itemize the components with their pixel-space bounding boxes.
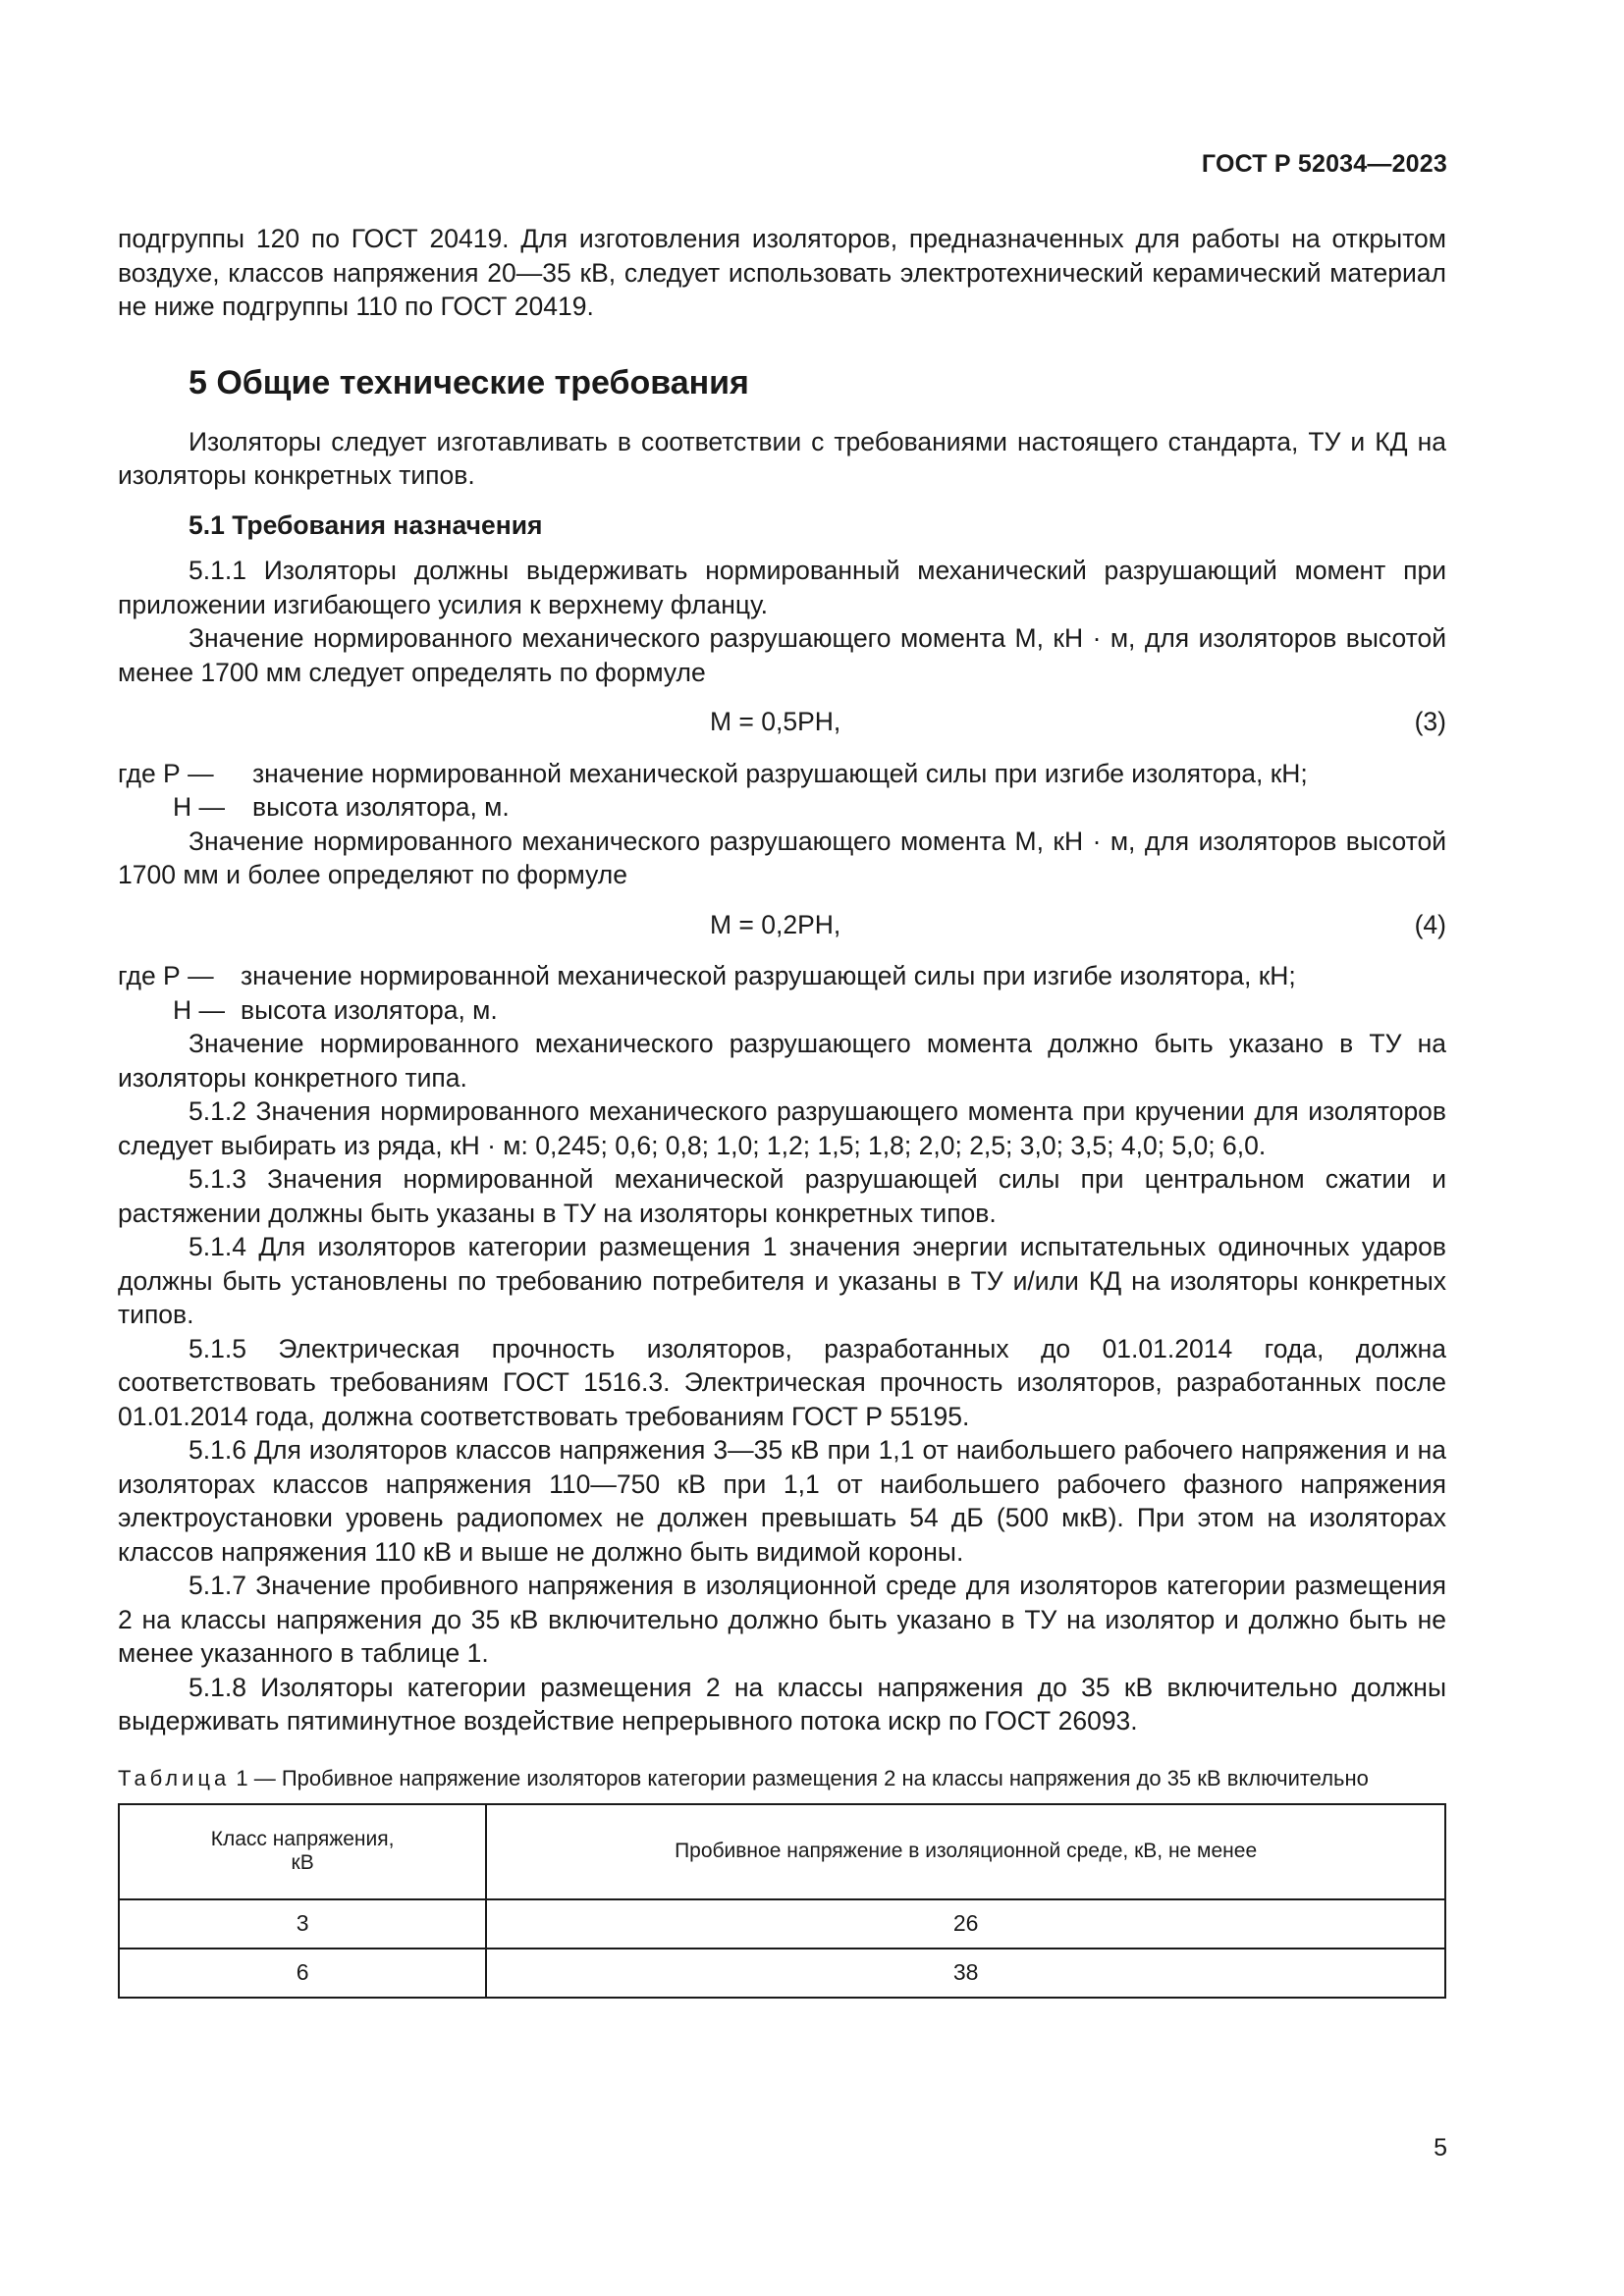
formula-4-number: (4) bbox=[1414, 909, 1446, 939]
paragraph-5-1-1-formula-intro: Значение нормированного механического разрушающего момента М, кН · м, для изоляторов высотой менее 1700 мм следует определять по формуле bbox=[118, 623, 1446, 687]
formula-4-legend-h bbox=[118, 993, 1446, 1028]
legend-symbol: Н — bbox=[173, 792, 225, 822]
formula-4-legend-p bbox=[118, 959, 1446, 993]
table-1-caption bbox=[118, 1766, 1446, 1791]
paragraph-5-1-7: 5.1.7 Значение пробивного напряжения в изоляционной среде для изоляторов категории размещения 2 на классы напряжения до 35 кВ включительно должно быть указано в ТУ на изолятор и должно быть не менее указанного в таблице 1. bbox=[118, 1571, 1446, 1668]
formula-4 bbox=[118, 908, 1446, 942]
paragraph-5-1-8: 5.1.8 Изоляторы категории размещения 2 на классы напряжения до 35 кВ включительно должны выдерживать пятиминутное воздействие непрерывного потока искр по ГОСТ 26093. bbox=[118, 1672, 1446, 1735]
paragraph-5-1-2: 5.1.2 Значения нормированного механического разрушающего момента при кручении для изоляторов следует выбирать из ряда, кН · м: 0,245; 0,6; 0,8; 1,0; 1,2; 1,5; 1,8; 2,0; 2,5; 3,0; 3,5; 4,0; 5,0; 6,0. bbox=[118, 1096, 1446, 1160]
section-heading-5: 5 Общие технические требования bbox=[189, 363, 749, 401]
table-1-caption-text: 1 — Пробивное напряжение изоляторов категории размещения 2 на классы напряжения до 35 кВ включительно bbox=[230, 1765, 1369, 1790]
legend-symbol: где Р — bbox=[118, 758, 214, 788]
table-cell-breakdown: 26 bbox=[486, 1899, 1445, 1949]
paragraph-5-1-3: 5.1.3 Значения нормированной механической разрушающей силы при центральном сжатии и растяжении должны быть указаны в ТУ на изоляторы конкретных типов. bbox=[118, 1164, 1446, 1228]
table-row bbox=[119, 1899, 1445, 1949]
formula-3-legend-h bbox=[118, 790, 1446, 825]
table-1 bbox=[118, 1803, 1446, 1999]
table-cell-breakdown: 38 bbox=[486, 1949, 1445, 1998]
paragraph-5-1-4: 5.1.4 Для изоляторов категории размещения 1 значения энергии испытательных одиночных ударов должны быть установлены по требованию потребителя и указаны в ТУ и/или КД на изоляторы конкретных типов. bbox=[118, 1232, 1446, 1329]
legend-symbol: где Р — bbox=[118, 961, 214, 990]
document-id-header: ГОСТ Р 52034—2023 bbox=[1201, 150, 1447, 178]
header-line: кВ bbox=[291, 1851, 314, 1874]
legend-symbol: Н — bbox=[173, 994, 225, 1025]
paragraph-continuation: подгруппы 120 по ГОСТ 20419. Для изготовления изоляторов, предназначенных для работы на открытом воздухе, классов напряжения 20—35 кВ, следует использовать электротехнический керамический материал не ниже подгруппы 110 по ГОСТ 20419. bbox=[118, 224, 1446, 321]
legend-text: высота изолятора, м. bbox=[252, 792, 510, 822]
table-1-caption-label: Таблица bbox=[118, 1765, 231, 1790]
formula-4-expression: М = 0,2РН, bbox=[710, 909, 841, 939]
table-cell-voltage-class: 6 bbox=[119, 1949, 486, 1998]
legend-text: значение нормированной механической разрушающей силы при изгибе изолятора, кН; bbox=[241, 961, 1296, 990]
paragraph-5-1-1-end: Значение нормированного механического разрушающего момента должно быть указано в ТУ на изоляторы конкретного типа. bbox=[118, 1029, 1446, 1093]
paragraph-5-1-6: 5.1.6 Для изоляторов классов напряжения 3—35 кВ при 1,1 от наибольшего рабочего напряжения и на изоляторах классов напряжения 110—750 кВ при 1,1 от наибольшего рабочего фазного напряжения электроустановки уровень радиопомех не должен превышать 54 дБ (500 мкВ). При этом на изоляторах классов напряжения 110 кВ и выше не должно быть видимой короны. bbox=[118, 1435, 1446, 1567]
formula-3-number: (3) bbox=[1414, 707, 1446, 736]
paragraph-section-5-intro: Изоляторы следует изготавливать в соответствии с требованиями настоящего стандарта, ТУ и КД на изоляторы конкретных типов. bbox=[118, 426, 1446, 490]
paragraph-5-1-1-formula-intro-2: Значение нормированного механического разрушающего момента М, кН · м, для изоляторов высотой 1700 мм и более определяют по формуле bbox=[118, 826, 1446, 889]
table-header-voltage-class bbox=[119, 1804, 486, 1899]
paragraph-5-1-5: 5.1.5 Электрическая прочность изоляторов, разработанных до 01.01.2014 года, должна соответствовать требованиям ГОСТ 1516.3. Электрическая прочность изоляторов, разработанных после 01.01.2014 года, должна соответствовать требованиям ГОСТ Р 55195. bbox=[118, 1333, 1446, 1431]
paragraph-5-1-1: 5.1.1 Изоляторы должны выдерживать нормированный механический разрушающий момент при приложении изгибающего усилия к верхнему фланцу. bbox=[118, 556, 1446, 619]
table-row bbox=[119, 1949, 1445, 1998]
legend-text: значение нормированной механической разрушающей силы при изгибе изолятора, кН; bbox=[252, 758, 1308, 788]
page-content bbox=[118, 222, 1446, 1999]
subsection-heading-5-1: 5.1 Требования назначения bbox=[189, 509, 543, 540]
formula-3 bbox=[118, 705, 1446, 739]
formula-3-legend-p bbox=[118, 757, 1446, 791]
page-number: 5 bbox=[1434, 2134, 1447, 2162]
formula-3-expression: М = 0,5РН, bbox=[710, 707, 841, 736]
table-header-row bbox=[119, 1804, 1445, 1899]
legend-text: высота изолятора, м. bbox=[241, 994, 498, 1025]
table-header-breakdown-voltage: Пробивное напряжение в изоляционной среде, кВ, не менее bbox=[486, 1804, 1445, 1899]
header-line: Класс напряжения, bbox=[210, 1828, 395, 1850]
table-cell-voltage-class: 3 bbox=[119, 1899, 486, 1949]
